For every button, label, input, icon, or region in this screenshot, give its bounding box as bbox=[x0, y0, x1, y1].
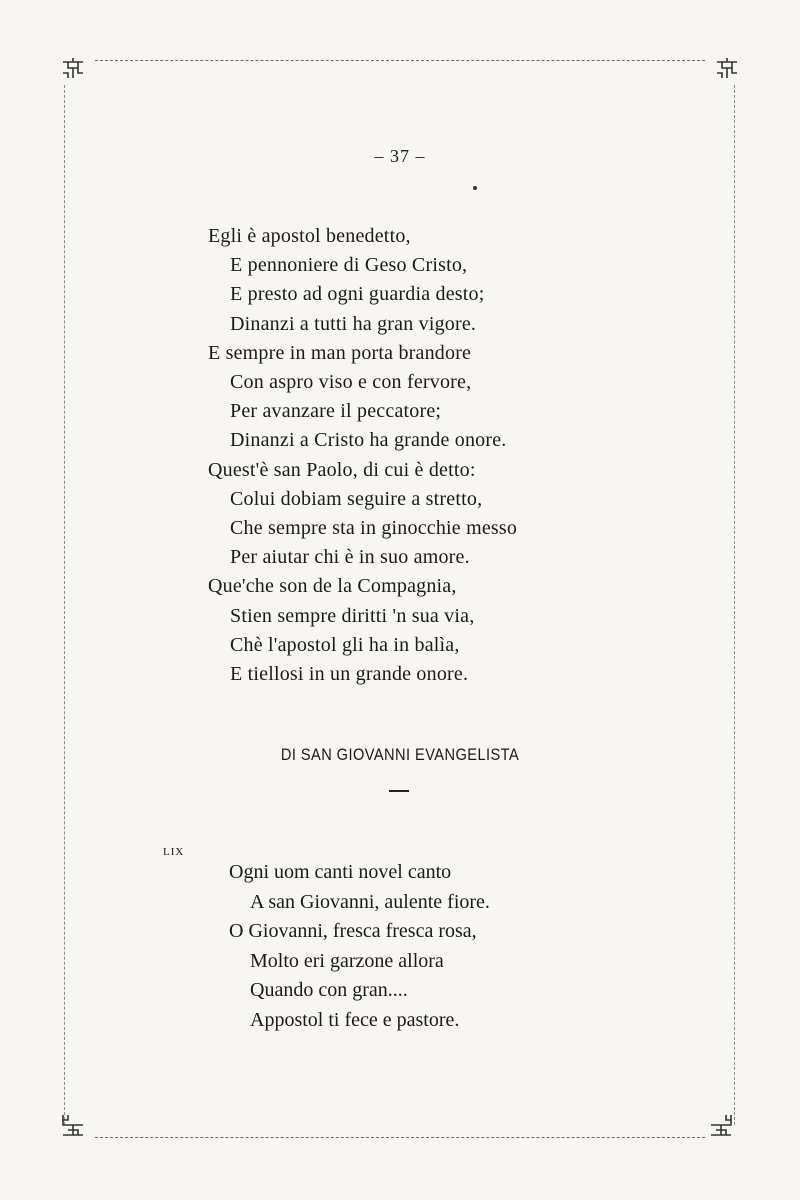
verse-line: Molto eri garzone allora bbox=[250, 949, 444, 972]
verse-line: Colui dobiam seguire a stretto, bbox=[230, 487, 483, 510]
verse-line: E pennoniere di Geso Cristo, bbox=[230, 254, 468, 277]
page-number: – 37 – bbox=[374, 146, 426, 166]
verse-line: Per aiutar chi è in suo amore. bbox=[230, 546, 470, 569]
corner-ornament-icon bbox=[60, 1112, 86, 1138]
verse-line: E sempre in man porta brandore bbox=[208, 341, 472, 364]
verse-line: Con aspro viso e con fervore, bbox=[230, 371, 472, 394]
poem-stanza-2 bbox=[229, 858, 490, 1035]
verse-line: E tiellosi in un grande onore. bbox=[230, 663, 469, 686]
verse-line: Per avanzare il peccatore; bbox=[230, 400, 442, 423]
frame-bottom-border bbox=[95, 1137, 705, 1138]
verse-line: Egli è apostol benedetto, bbox=[208, 225, 411, 247]
poem-stanza bbox=[208, 222, 517, 689]
verse-line: Dinanzi a Cristo ha grande onore. bbox=[230, 429, 507, 452]
frame-top-border bbox=[95, 60, 705, 61]
verse-line: A san Giovanni, aulente fiore. bbox=[250, 890, 490, 913]
corner-ornament-icon bbox=[708, 1112, 734, 1138]
section-divider bbox=[389, 790, 409, 792]
corner-ornament-icon bbox=[60, 55, 86, 81]
verse-line: Ogni uom canti novel canto bbox=[229, 861, 452, 883]
verse-line: Stien sempre diritti 'n sua via, bbox=[230, 604, 475, 627]
verse-line: Dinanzi a tutti ha gran vigore. bbox=[230, 312, 477, 335]
verse-line: O Giovanni, fresca fresca rosa, bbox=[229, 920, 477, 942]
section-title: DI SAN GIOVANNI EVANGELISTA bbox=[280, 745, 520, 764]
verse-line: Quest'è san Paolo, di cui è detto: bbox=[208, 458, 476, 481]
verse-line: Che sempre sta in ginocchie messo bbox=[230, 517, 518, 540]
ink-speck bbox=[473, 186, 477, 190]
verse-line: Que'che son de la Compagnia, bbox=[208, 575, 457, 598]
verse-line: Appostol ti fece e pastore. bbox=[250, 1008, 460, 1031]
verse-line: Chè l'apostol gli ha in balìa, bbox=[230, 633, 460, 656]
verse-line: E presto ad ogni guardia desto; bbox=[230, 283, 485, 306]
corner-ornament-icon bbox=[714, 55, 740, 81]
frame-left-border bbox=[64, 85, 65, 1125]
verse-line: Quando con gran.... bbox=[250, 979, 408, 1001]
frame-right-border bbox=[734, 85, 735, 1125]
poem-numeral: LIX bbox=[163, 846, 185, 858]
